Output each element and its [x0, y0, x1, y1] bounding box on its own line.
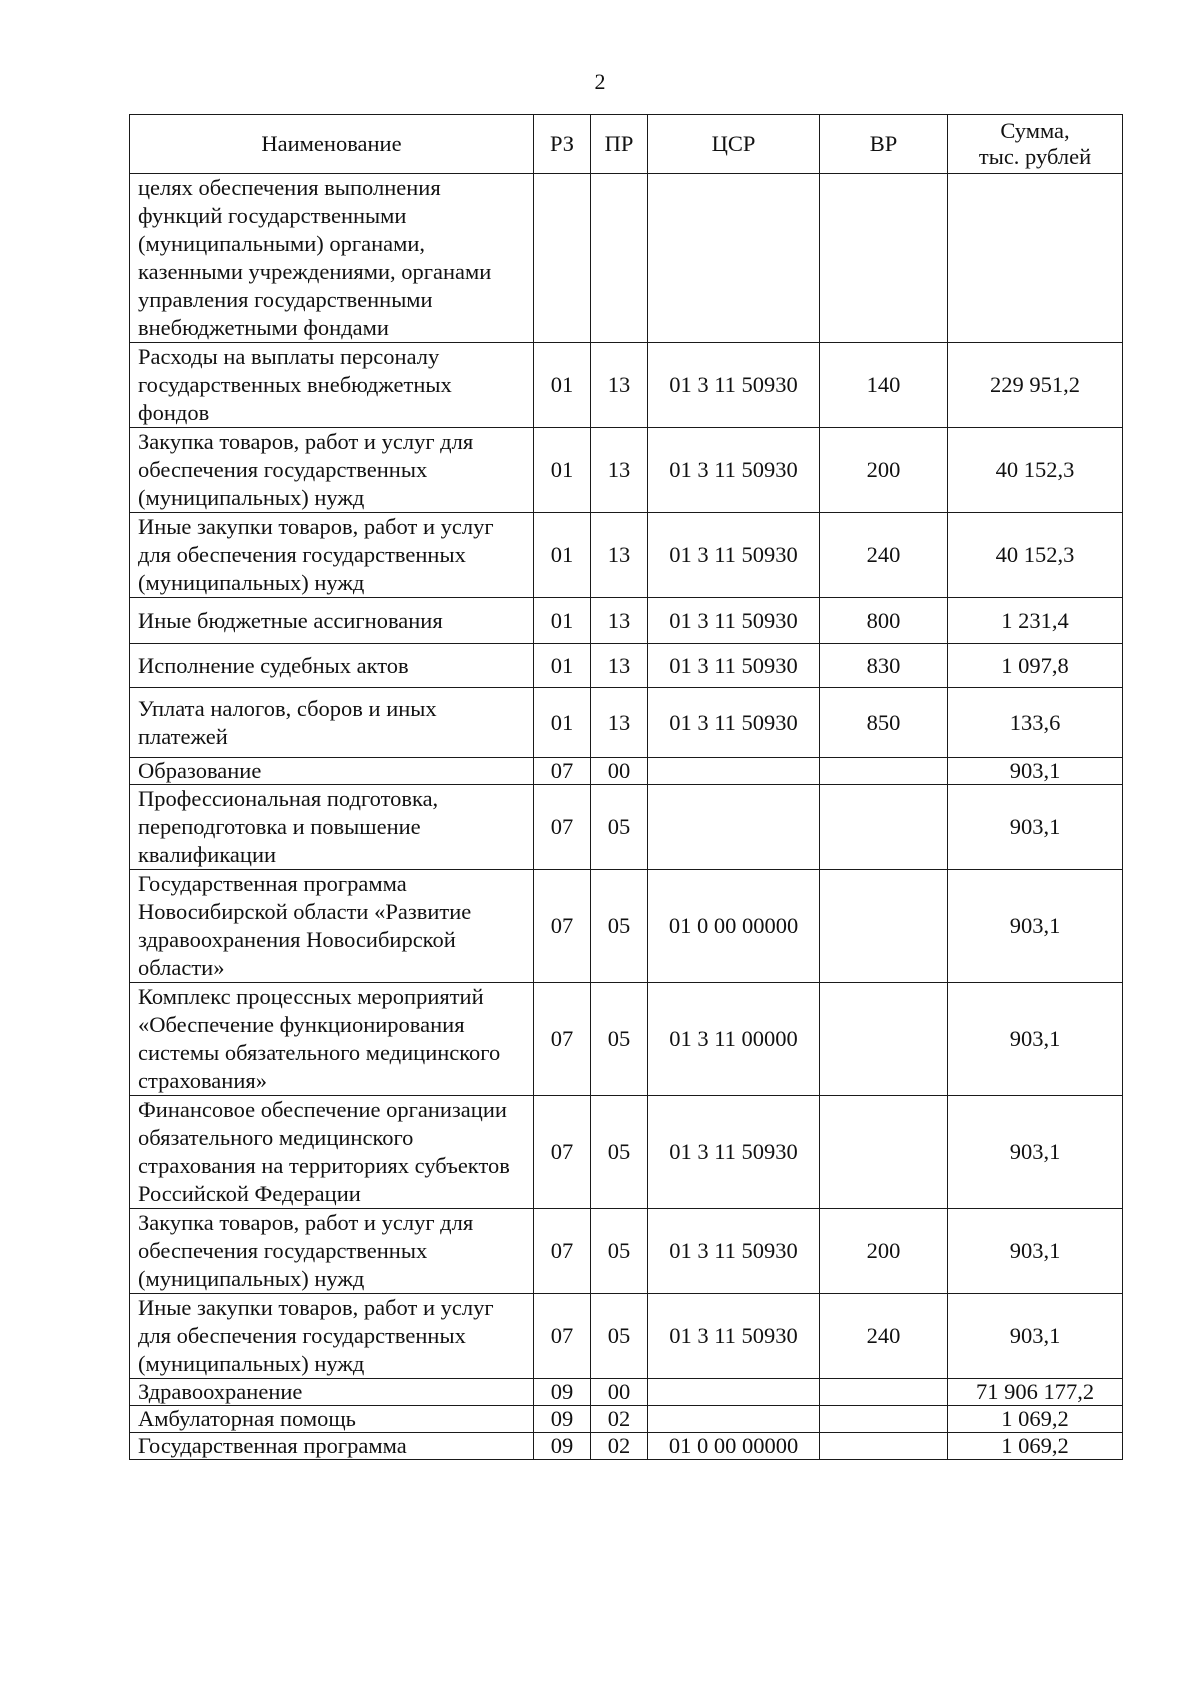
row-sum: 903,1 — [948, 983, 1123, 1096]
table-row — [130, 1294, 1123, 1379]
row-sum: 903,1 — [948, 1209, 1123, 1294]
row-vr: 140 — [820, 343, 948, 428]
row-name: Профессиональная подготовка, переподготовка и повышение квалификации — [130, 785, 534, 870]
table-row — [130, 644, 1123, 688]
row-csr: 01 3 11 50930 — [648, 598, 820, 644]
row-rz: 01 — [534, 343, 591, 428]
row-vr: 200 — [820, 1209, 948, 1294]
row-pr: 00 — [591, 1379, 648, 1406]
row-csr: 01 3 11 50930 — [648, 1096, 820, 1209]
row-name: Иные закупки товаров, работ и услуг для обеспечения государственных (муниципальных) нужд — [130, 513, 534, 598]
row-name: Амбулаторная помощь — [130, 1406, 534, 1433]
header-vr: ВР — [820, 115, 948, 174]
row-sum: 903,1 — [948, 758, 1123, 785]
row-vr — [820, 174, 948, 343]
row-pr: 00 — [591, 758, 648, 785]
row-sum: 1 069,2 — [948, 1433, 1123, 1460]
row-csr — [648, 785, 820, 870]
row-name: Государственная программа Новосибирской области «Развитие здравоохранения Новосибирской области» — [130, 870, 534, 983]
table-row — [130, 870, 1123, 983]
row-vr — [820, 785, 948, 870]
row-csr: 01 3 11 00000 — [648, 983, 820, 1096]
row-sum: 1 097,8 — [948, 644, 1123, 688]
row-vr: 240 — [820, 1294, 948, 1379]
row-rz: 07 — [534, 983, 591, 1096]
row-name: Государственная программа — [130, 1433, 534, 1460]
header-rz: РЗ — [534, 115, 591, 174]
row-pr: 13 — [591, 343, 648, 428]
header-pr: ПР — [591, 115, 648, 174]
page-number: 2 — [594, 69, 606, 94]
table-row — [130, 785, 1123, 870]
budget-table — [129, 114, 1123, 1460]
row-rz: 01 — [534, 428, 591, 513]
row-rz: 07 — [534, 870, 591, 983]
row-csr: 01 0 00 00000 — [648, 870, 820, 983]
row-pr: 13 — [591, 688, 648, 758]
table-row — [130, 598, 1123, 644]
row-name: целях обеспечения выполнения функций государственными (муниципальными) органами, казенными учреждениями, органами управления государственными внебюджетными фондами — [130, 174, 534, 343]
row-sum: 903,1 — [948, 870, 1123, 983]
row-name: Комплекс процессных мероприятий «Обеспечение функционирования системы обязательного медицинского страхования» — [130, 983, 534, 1096]
row-rz: 09 — [534, 1433, 591, 1460]
row-vr — [820, 1096, 948, 1209]
header-sum-line2: тыс. рублей — [978, 144, 1092, 169]
row-pr: 13 — [591, 513, 648, 598]
row-rz: 01 — [534, 513, 591, 598]
row-rz: 07 — [534, 1294, 591, 1379]
table-row — [130, 688, 1123, 758]
row-csr: 01 0 00 00000 — [648, 1433, 820, 1460]
table-row — [130, 1096, 1123, 1209]
row-pr: 05 — [591, 983, 648, 1096]
row-sum — [948, 174, 1123, 343]
row-csr: 01 3 11 50930 — [648, 688, 820, 758]
row-rz: 07 — [534, 1209, 591, 1294]
row-csr — [648, 758, 820, 785]
row-name: Расходы на выплаты персоналу государственных внебюджетных фондов — [130, 343, 534, 428]
row-name: Закупка товаров, работ и услуг для обеспечения государственных (муниципальных) нужд — [130, 1209, 534, 1294]
row-pr: 05 — [591, 785, 648, 870]
row-sum: 40 152,3 — [948, 513, 1123, 598]
row-csr: 01 3 11 50930 — [648, 513, 820, 598]
row-sum: 71 906 177,2 — [948, 1379, 1123, 1406]
row-rz: 09 — [534, 1379, 591, 1406]
table-row — [130, 1379, 1123, 1406]
table-row — [130, 758, 1123, 785]
row-sum: 903,1 — [948, 1294, 1123, 1379]
row-rz: 01 — [534, 644, 591, 688]
row-rz: 01 — [534, 688, 591, 758]
row-pr: 02 — [591, 1406, 648, 1433]
header-sum — [948, 115, 1123, 174]
row-pr: 13 — [591, 428, 648, 513]
row-rz — [534, 174, 591, 343]
row-csr — [648, 1406, 820, 1433]
header-sum-line1: Сумма, — [1000, 118, 1070, 143]
table-row — [130, 1209, 1123, 1294]
row-name: Иные закупки товаров, работ и услуг для обеспечения государственных (муниципальных) нужд — [130, 1294, 534, 1379]
row-sum: 133,6 — [948, 688, 1123, 758]
row-sum: 1 069,2 — [948, 1406, 1123, 1433]
row-csr — [648, 174, 820, 343]
row-sum: 1 231,4 — [948, 598, 1123, 644]
row-sum: 40 152,3 — [948, 428, 1123, 513]
table-row — [130, 513, 1123, 598]
row-name: Исполнение судебных актов — [130, 644, 534, 688]
row-sum: 903,1 — [948, 1096, 1123, 1209]
row-vr — [820, 1406, 948, 1433]
table-row — [130, 1433, 1123, 1460]
row-vr — [820, 1379, 948, 1406]
row-sum: 903,1 — [948, 785, 1123, 870]
row-csr: 01 3 11 50930 — [648, 428, 820, 513]
row-sum: 229 951,2 — [948, 343, 1123, 428]
row-vr — [820, 983, 948, 1096]
table-header-row — [130, 115, 1123, 174]
row-rz: 07 — [534, 785, 591, 870]
row-pr: 05 — [591, 1209, 648, 1294]
row-rz: 07 — [534, 758, 591, 785]
row-pr: 02 — [591, 1433, 648, 1460]
row-vr: 240 — [820, 513, 948, 598]
row-pr: 05 — [591, 1294, 648, 1379]
header-name: Наименование — [130, 115, 534, 174]
row-vr: 850 — [820, 688, 948, 758]
row-name: Образование — [130, 758, 534, 785]
row-pr: 13 — [591, 598, 648, 644]
row-rz: 01 — [534, 598, 591, 644]
row-name: Иные бюджетные ассигнования — [130, 598, 534, 644]
table-row — [130, 174, 1123, 343]
row-vr — [820, 1433, 948, 1460]
table-row — [130, 983, 1123, 1096]
header-csr: ЦСР — [648, 115, 820, 174]
row-pr — [591, 174, 648, 343]
row-vr: 830 — [820, 644, 948, 688]
row-name: Финансовое обеспечение организации обязательного медицинского страхования на территориях субъектов Российской Федерации — [130, 1096, 534, 1209]
table-row — [130, 343, 1123, 428]
row-csr: 01 3 11 50930 — [648, 343, 820, 428]
row-csr: 01 3 11 50930 — [648, 1294, 820, 1379]
row-name: Закупка товаров, работ и услуг для обеспечения государственных (муниципальных) нужд — [130, 428, 534, 513]
row-vr: 800 — [820, 598, 948, 644]
row-vr: 200 — [820, 428, 948, 513]
row-rz: 07 — [534, 1096, 591, 1209]
row-csr: 01 3 11 50930 — [648, 1209, 820, 1294]
row-name: Здравоохранение — [130, 1379, 534, 1406]
row-vr — [820, 758, 948, 785]
row-pr: 05 — [591, 870, 648, 983]
row-pr: 13 — [591, 644, 648, 688]
row-pr: 05 — [591, 1096, 648, 1209]
table-row — [130, 428, 1123, 513]
table-row — [130, 1406, 1123, 1433]
row-csr — [648, 1379, 820, 1406]
row-csr: 01 3 11 50930 — [648, 644, 820, 688]
row-rz: 09 — [534, 1406, 591, 1433]
row-name: Уплата налогов, сборов и иных платежей — [130, 688, 534, 758]
row-vr — [820, 870, 948, 983]
